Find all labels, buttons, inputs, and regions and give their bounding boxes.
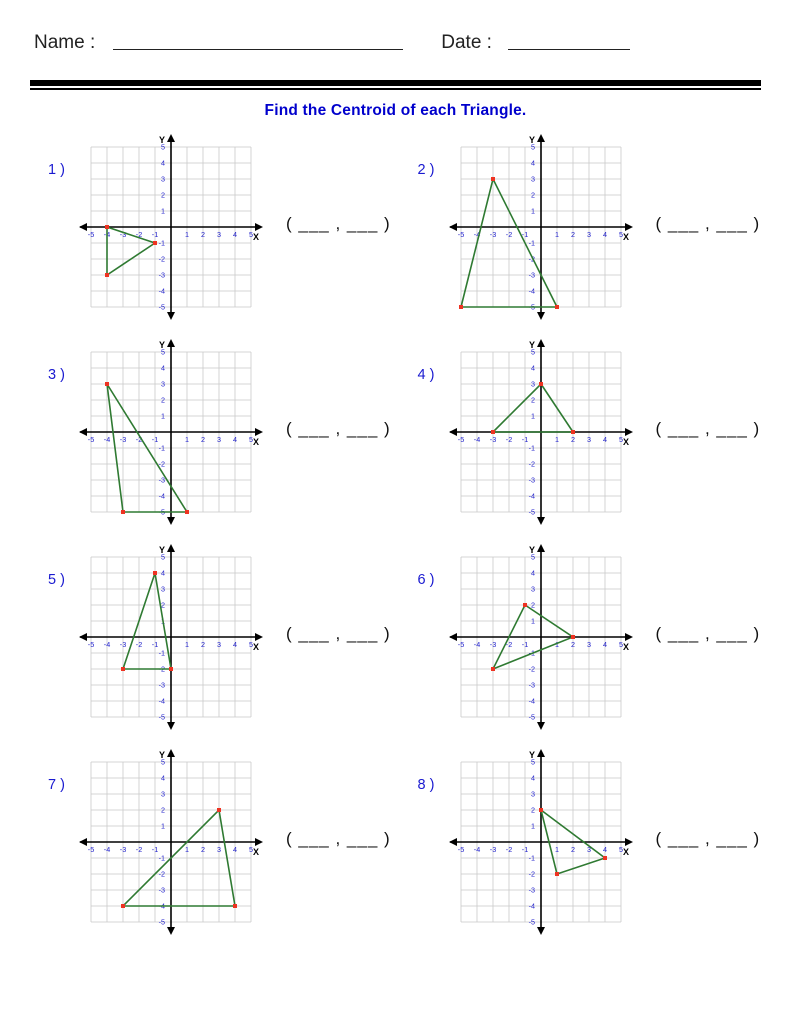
svg-text:-3: -3 (528, 270, 535, 280)
svg-text:5: 5 (530, 142, 535, 152)
header-divider (26, 80, 765, 90)
problem-graph (448, 544, 634, 730)
svg-text:-2: -2 (158, 664, 165, 674)
svg-text:2: 2 (530, 395, 535, 405)
svg-text:2: 2 (570, 640, 575, 649)
problem-number: 6 ) (417, 572, 435, 588)
svg-text:-4: -4 (158, 286, 165, 296)
svg-text:-4: -4 (103, 435, 111, 444)
svg-text:-5: -5 (457, 640, 464, 649)
svg-text:Y: Y (158, 135, 166, 145)
svg-text:Y: Y (158, 340, 166, 350)
svg-text:X: X (252, 642, 260, 652)
svg-text:2: 2 (161, 600, 165, 610)
triangle-shape (493, 384, 573, 432)
svg-text:5: 5 (530, 757, 535, 767)
svg-text:1: 1 (554, 230, 559, 239)
triangle-vertex (121, 904, 125, 908)
svg-text:4: 4 (602, 845, 607, 854)
svg-text:1: 1 (554, 640, 559, 649)
svg-text:-3: -3 (119, 845, 127, 854)
svg-text:-2: -2 (505, 435, 512, 444)
problem-number: 3 ) (48, 367, 65, 383)
svg-text:-4: -4 (528, 901, 535, 911)
svg-text:3: 3 (586, 845, 591, 854)
svg-text:-5: -5 (528, 712, 535, 722)
svg-text:-4: -4 (528, 491, 535, 501)
problem-item (26, 134, 396, 339)
problem-graph (78, 339, 264, 525)
svg-text:5: 5 (161, 757, 165, 767)
svg-text:-3: -3 (158, 680, 165, 690)
svg-text:-5: -5 (457, 845, 464, 854)
coordinate-grid (78, 134, 264, 320)
svg-text:2: 2 (201, 640, 205, 649)
problem-graph (78, 544, 264, 730)
svg-text:-5: -5 (87, 845, 95, 854)
svg-text:2: 2 (161, 190, 165, 200)
problem-number: 7 ) (48, 777, 65, 793)
svg-text:-2: -2 (505, 640, 512, 649)
svg-text:-1: -1 (151, 230, 159, 239)
svg-text:-1: -1 (521, 435, 528, 444)
answer-blank[interactable]: ( ___ , ___ ) (286, 214, 391, 233)
svg-text:2: 2 (570, 435, 575, 444)
svg-text:1: 1 (185, 640, 189, 649)
svg-text:-5: -5 (528, 917, 535, 927)
triangle-vertex (603, 856, 607, 860)
svg-text:3: 3 (217, 230, 221, 239)
svg-text:2: 2 (570, 845, 575, 854)
svg-text:-5: -5 (528, 302, 535, 312)
svg-text:-1: -1 (158, 443, 165, 453)
svg-text:X: X (622, 847, 629, 857)
svg-text:X: X (252, 232, 260, 242)
answer-blank[interactable]: ( ___ , ___ ) (286, 829, 391, 848)
svg-text:Y: Y (158, 545, 166, 555)
svg-text:4: 4 (233, 435, 237, 444)
svg-text:-3: -3 (528, 680, 535, 690)
triangle-vertex (121, 667, 125, 671)
svg-text:-5: -5 (457, 230, 464, 239)
svg-text:4: 4 (233, 845, 237, 854)
triangle-vertex (491, 177, 495, 181)
svg-text:5: 5 (249, 640, 253, 649)
triangle-vertex (169, 667, 173, 671)
svg-text:-3: -3 (158, 475, 165, 485)
triangle-vertex (105, 273, 109, 277)
svg-text:2: 2 (201, 435, 205, 444)
svg-text:5: 5 (161, 347, 165, 357)
triangle-vertex (121, 510, 125, 514)
triangle-vertex (539, 808, 543, 812)
svg-text:1: 1 (185, 845, 189, 854)
problem-item (396, 544, 766, 749)
problem-graph (78, 134, 264, 320)
svg-text:X: X (252, 847, 260, 857)
svg-text:4: 4 (161, 773, 165, 783)
triangle-vertex (491, 667, 495, 671)
svg-text:5: 5 (249, 230, 253, 239)
problem-graph (448, 134, 634, 320)
triangle-vertex (523, 603, 527, 607)
triangle-vertex (217, 808, 221, 812)
svg-text:4: 4 (530, 568, 535, 578)
svg-text:-1: -1 (158, 648, 165, 658)
svg-text:5: 5 (618, 435, 623, 444)
triangle-vertex (459, 305, 463, 309)
svg-text:1: 1 (185, 435, 189, 444)
name-label: Name : (34, 32, 96, 53)
problem-number: 1 ) (48, 162, 65, 178)
svg-text:4: 4 (233, 640, 237, 649)
svg-text:-1: -1 (521, 845, 528, 854)
triangle-vertex (491, 430, 495, 434)
svg-text:1: 1 (161, 411, 165, 421)
problem-number: 5 ) (48, 572, 65, 588)
svg-text:-1: -1 (521, 640, 528, 649)
svg-text:-4: -4 (528, 286, 535, 296)
problem-item (26, 339, 396, 544)
svg-text:2: 2 (161, 805, 165, 815)
svg-text:5: 5 (530, 347, 535, 357)
svg-text:4: 4 (233, 230, 237, 239)
svg-text:-1: -1 (151, 640, 159, 649)
svg-text:-3: -3 (528, 885, 535, 895)
svg-text:5: 5 (249, 845, 253, 854)
svg-text:1: 1 (530, 821, 535, 831)
svg-text:Y: Y (528, 545, 535, 555)
triangle-vertex (555, 305, 559, 309)
svg-text:3: 3 (530, 379, 535, 389)
worksheet-header (26, 0, 765, 54)
triangle-vertex (105, 225, 109, 229)
coordinate-grid (78, 339, 264, 525)
svg-text:1: 1 (530, 411, 535, 421)
answer-blank[interactable]: ( ___ , ___ ) (655, 419, 761, 438)
date-label: Date : (441, 32, 492, 53)
svg-text:3: 3 (217, 640, 221, 649)
svg-text:-4: -4 (158, 696, 165, 706)
coordinate-grid (448, 749, 634, 935)
problem-item (26, 749, 396, 954)
coordinate-grid (78, 544, 264, 730)
svg-text:5: 5 (530, 552, 535, 562)
svg-text:2: 2 (161, 395, 165, 405)
svg-text:-4: -4 (103, 230, 111, 239)
svg-text:-4: -4 (158, 901, 165, 911)
svg-text:-2: -2 (505, 230, 512, 239)
svg-text:-1: -1 (158, 238, 165, 248)
svg-text:-1: -1 (528, 853, 535, 863)
svg-text:2: 2 (570, 230, 575, 239)
triangle-vertex (185, 510, 189, 514)
svg-text:3: 3 (161, 789, 165, 799)
svg-text:4: 4 (530, 363, 535, 373)
svg-text:4: 4 (530, 158, 535, 168)
svg-text:2: 2 (201, 230, 205, 239)
problem-item (396, 749, 766, 954)
triangle-vertex (539, 382, 543, 386)
svg-text:3: 3 (161, 379, 165, 389)
problem-graph (448, 339, 634, 525)
problem-item (396, 339, 766, 544)
svg-text:-1: -1 (521, 230, 528, 239)
svg-text:-4: -4 (473, 435, 480, 444)
svg-text:-4: -4 (528, 696, 535, 706)
page-title: Find the Centroid of each Triangle. (264, 102, 527, 119)
svg-text:-2: -2 (135, 230, 143, 239)
svg-text:-5: -5 (87, 640, 95, 649)
answer-blank[interactable]: ( ___ , ___ ) (655, 829, 761, 848)
divider-thick-bar (30, 80, 761, 86)
problem-number: 8 ) (417, 777, 435, 793)
svg-text:2: 2 (530, 805, 535, 815)
answer-blank[interactable]: ( ___ , ___ ) (655, 624, 761, 643)
svg-text:-5: -5 (158, 302, 165, 312)
svg-text:4: 4 (161, 568, 165, 578)
svg-text:3: 3 (217, 845, 221, 854)
svg-text:1: 1 (161, 616, 165, 626)
svg-text:X: X (622, 437, 629, 447)
svg-text:-2: -2 (528, 254, 535, 264)
svg-text:-1: -1 (528, 443, 535, 453)
svg-text:X: X (622, 232, 629, 242)
svg-text:3: 3 (161, 584, 165, 594)
svg-text:5: 5 (618, 230, 623, 239)
svg-text:-2: -2 (135, 435, 143, 444)
svg-text:4: 4 (602, 230, 607, 239)
svg-text:-4: -4 (158, 491, 165, 501)
answer-blank[interactable]: ( ___ , ___ ) (286, 419, 391, 438)
problem-graph (78, 749, 264, 935)
svg-text:1: 1 (161, 821, 165, 831)
triangle-vertex (105, 382, 109, 386)
svg-text:-5: -5 (87, 435, 95, 444)
answer-blank[interactable]: ( ___ , ___ ) (286, 624, 391, 643)
svg-text:5: 5 (161, 142, 165, 152)
svg-text:-3: -3 (489, 640, 496, 649)
svg-text:-1: -1 (151, 435, 159, 444)
coordinate-grid (448, 339, 634, 525)
svg-text:-5: -5 (457, 435, 464, 444)
svg-text:-3: -3 (119, 640, 127, 649)
svg-text:-2: -2 (528, 459, 535, 469)
svg-text:3: 3 (586, 230, 591, 239)
svg-text:-4: -4 (103, 640, 111, 649)
triangle-shape (107, 227, 155, 275)
svg-text:Y: Y (528, 340, 535, 350)
svg-text:X: X (252, 437, 260, 447)
svg-text:-2: -2 (158, 869, 165, 879)
triangle-vertex (153, 241, 157, 245)
svg-text:-3: -3 (119, 230, 127, 239)
problem-number: 4 ) (417, 367, 435, 383)
triangle-vertex (571, 430, 575, 434)
divider-thin-bar (30, 88, 761, 90)
svg-text:3: 3 (586, 435, 591, 444)
svg-text:2: 2 (530, 190, 535, 200)
svg-text:-4: -4 (473, 230, 480, 239)
svg-text:-5: -5 (87, 230, 95, 239)
coordinate-grid (78, 749, 264, 935)
svg-text:-2: -2 (135, 845, 143, 854)
svg-text:4: 4 (530, 773, 535, 783)
svg-text:-2: -2 (505, 845, 512, 854)
svg-text:-5: -5 (158, 712, 165, 722)
problem-item (26, 544, 396, 749)
svg-text:-3: -3 (158, 885, 165, 895)
svg-text:-1: -1 (528, 648, 535, 658)
svg-text:3: 3 (530, 174, 535, 184)
coordinate-grid (448, 134, 634, 320)
svg-text:-2: -2 (135, 640, 143, 649)
svg-text:-5: -5 (158, 507, 165, 517)
problem-item (396, 134, 766, 339)
svg-text:5: 5 (618, 640, 623, 649)
svg-text:-3: -3 (489, 230, 496, 239)
svg-text:-2: -2 (158, 254, 165, 264)
svg-text:5: 5 (249, 435, 253, 444)
svg-text:3: 3 (217, 435, 221, 444)
svg-text:1: 1 (185, 230, 189, 239)
svg-text:-5: -5 (528, 507, 535, 517)
triangle-vertex (153, 571, 157, 575)
svg-text:-4: -4 (103, 845, 111, 854)
svg-text:-4: -4 (473, 845, 480, 854)
date-input-line[interactable] (508, 48, 630, 50)
svg-text:-4: -4 (473, 640, 480, 649)
triangle-vertex (555, 872, 559, 876)
svg-text:2: 2 (201, 845, 205, 854)
svg-text:X: X (622, 642, 629, 652)
svg-text:-1: -1 (528, 238, 535, 248)
svg-text:5: 5 (618, 845, 623, 854)
svg-text:-2: -2 (528, 664, 535, 674)
svg-text:3: 3 (161, 174, 165, 184)
triangle-vertex (571, 635, 575, 639)
svg-text:-1: -1 (158, 853, 165, 863)
answer-blank[interactable]: ( ___ , ___ ) (655, 214, 761, 233)
problem-graph (448, 749, 634, 935)
svg-text:2: 2 (530, 600, 535, 610)
svg-text:4: 4 (602, 640, 607, 649)
svg-text:-3: -3 (528, 475, 535, 485)
triangle-vertex (233, 904, 237, 908)
svg-text:1: 1 (530, 206, 535, 216)
svg-text:4: 4 (161, 158, 165, 168)
svg-text:4: 4 (161, 363, 165, 373)
svg-text:-5: -5 (158, 917, 165, 927)
svg-text:-3: -3 (158, 270, 165, 280)
svg-text:3: 3 (530, 789, 535, 799)
coordinate-grid (448, 544, 634, 730)
svg-text:1: 1 (554, 435, 559, 444)
svg-text:-3: -3 (489, 435, 496, 444)
svg-text:-3: -3 (119, 435, 127, 444)
svg-text:3: 3 (530, 584, 535, 594)
svg-text:4: 4 (602, 435, 607, 444)
svg-text:-2: -2 (158, 459, 165, 469)
svg-text:5: 5 (161, 552, 165, 562)
problem-number: 2 ) (417, 162, 435, 178)
svg-text:-2: -2 (528, 869, 535, 879)
svg-text:Y: Y (158, 750, 166, 760)
svg-text:1: 1 (530, 616, 535, 626)
svg-text:Y: Y (528, 135, 535, 145)
problem-grid (26, 134, 765, 954)
svg-text:1: 1 (554, 845, 559, 854)
svg-text:-1: -1 (151, 845, 159, 854)
svg-text:3: 3 (586, 640, 591, 649)
name-input-line[interactable] (113, 48, 403, 50)
svg-text:1: 1 (161, 206, 165, 216)
svg-text:-3: -3 (489, 845, 496, 854)
svg-text:Y: Y (528, 750, 535, 760)
